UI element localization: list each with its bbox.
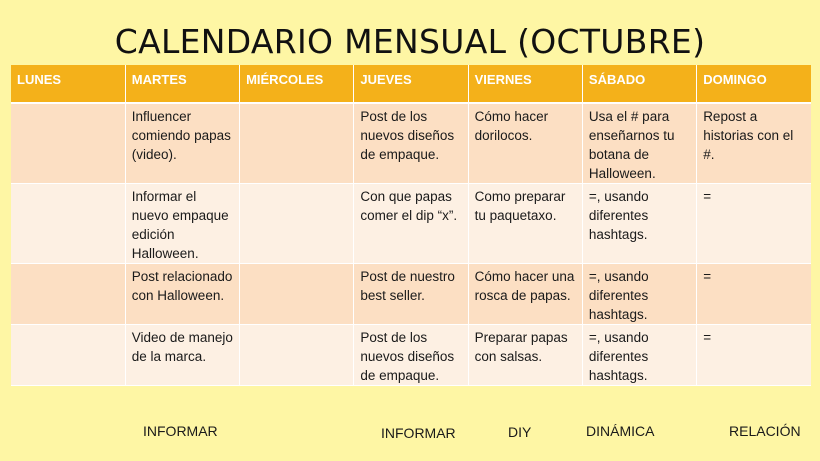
cell-miercoles: [240, 264, 354, 325]
cell-jueves: Post de los nuevos diseños de empaque.: [354, 103, 468, 184]
cell-viernes: Cómo hacer una rosca de papas.: [468, 264, 582, 325]
cell-jueves: Con que papas comer el dip “x”.: [354, 184, 468, 264]
table-row: [11, 184, 811, 264]
calendar-table: [11, 65, 811, 386]
category-label-martes: INFORMAR: [143, 423, 218, 439]
header-viernes: VIERNES: [468, 65, 582, 103]
cell-jueves: Post de nuestro best seller.: [354, 264, 468, 325]
cell-miercoles: [240, 103, 354, 184]
cell-martes: Influencer comiendo papas (video).: [125, 103, 239, 184]
cell-lunes: [11, 264, 125, 325]
header-sabado: SÁBADO: [582, 65, 696, 103]
cell-sabado: =, usando diferentes hashtags.: [582, 264, 696, 325]
header-lunes: LUNES: [11, 65, 125, 103]
cell-sabado: Usa el # para enseñarnos tu botana de Halloween.: [582, 103, 696, 184]
cell-domingo: =: [697, 264, 811, 325]
cell-viernes: Como preparar tu paquetaxo.: [468, 184, 582, 264]
cell-domingo: =: [697, 184, 811, 264]
category-label-jueves: INFORMAR: [381, 425, 456, 441]
category-label-sabado: DINÁMICA: [586, 423, 655, 439]
cell-martes: Video de manejo de la marca.: [125, 325, 239, 386]
header-jueves: JUEVES: [354, 65, 468, 103]
cell-miercoles: [240, 184, 354, 264]
table-row: [11, 264, 811, 325]
header-row: [11, 65, 811, 103]
cell-sabado: =, usando diferentes hashtags.: [582, 325, 696, 386]
cell-jueves: Post de los nuevos diseños de empaque.: [354, 325, 468, 386]
table-row: [11, 325, 811, 386]
cell-sabado: =, usando diferentes hashtags.: [582, 184, 696, 264]
category-label-domingo: RELACIÓN: [729, 423, 801, 439]
category-label-viernes: DIY: [508, 424, 532, 440]
cell-lunes: [11, 325, 125, 386]
cell-viernes: Preparar papas con salsas.: [468, 325, 582, 386]
header-miercoles: MIÉRCOLES: [240, 65, 354, 103]
cell-domingo: =: [697, 325, 811, 386]
cell-martes: Informar el nuevo empaque edición Halloween.: [125, 184, 239, 264]
cell-viernes: Cómo hacer dorilocos.: [468, 103, 582, 184]
header-domingo: DOMINGO: [697, 65, 811, 103]
cell-martes: Post relacionado con Halloween.: [125, 264, 239, 325]
cell-lunes: [11, 184, 125, 264]
page-title: CALENDARIO MENSUAL (OCTUBRE): [114, 22, 706, 61]
header-martes: MARTES: [125, 65, 239, 103]
cell-lunes: [11, 103, 125, 184]
cell-domingo: Repost a historias con el #.: [697, 103, 811, 184]
cell-miercoles: [240, 325, 354, 386]
table-row: [11, 103, 811, 184]
